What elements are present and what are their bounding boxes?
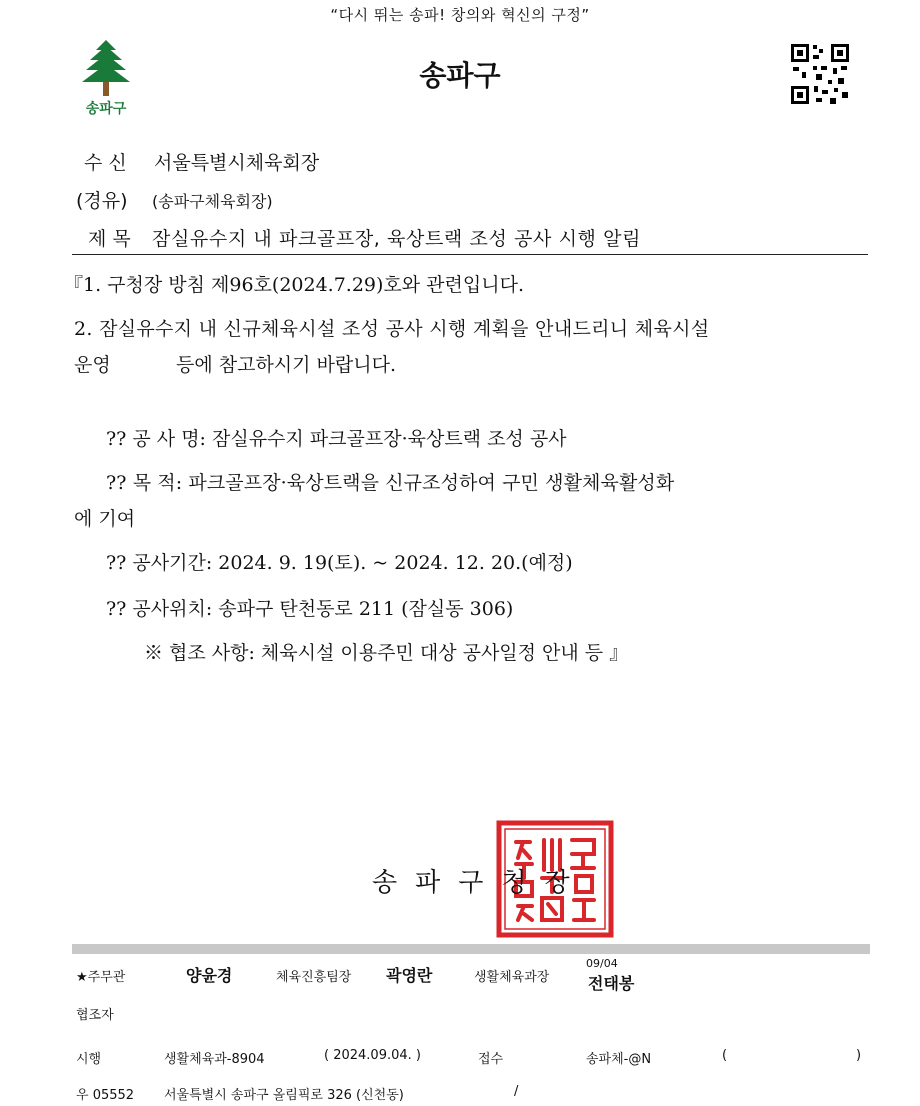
paragraph-2a: 2. 잠실유수지 내 신규체육시설 조성 공사 시행 계획을 안내드리니 체육시설 <box>74 318 710 340</box>
subject-label: 제 목 <box>88 228 131 250</box>
paragraph-1: 『1. 구청장 방침 제96호(2024.7.29)호와 관련입니다. <box>64 274 524 296</box>
item-period: ?? 공사기간: 2024. 9. 19(토). ~ 2024. 12. 20.(예정) <box>106 552 573 574</box>
item-location: ?? 공사위치: 송파구 탄천동로 211 (잠실동 306) <box>106 598 514 620</box>
item-purpose-cont: 에 기여 <box>74 508 136 530</box>
address-slash: / <box>514 1084 519 1099</box>
lead-label: ★주무관 <box>76 970 126 985</box>
qr-code-icon <box>788 40 852 108</box>
dept-name: 전태봉 <box>588 974 635 993</box>
via-label: (경유) <box>76 190 128 212</box>
team-name: 곽영란 <box>386 966 433 985</box>
slogan: “다시 뛰는 송파! 창의와 혁신의 구정” <box>330 6 590 24</box>
receipt-label: 접수 <box>478 1052 504 1067</box>
approval-date: 09/04 <box>586 957 618 970</box>
team-label: 체육진흥팀장 <box>276 970 352 985</box>
execution-number: 생활체육과-8904 <box>164 1052 265 1067</box>
receipt-number: 송파체-@N <box>586 1052 652 1067</box>
lead-name: 양윤경 <box>186 966 233 985</box>
via: (송파구체육회장) <box>152 192 273 211</box>
cooperation-note: ※ 협조 사항: 체육시설 이용주민 대상 공사일정 안내 등 』 <box>144 642 629 664</box>
mayor-title: 송파구청장 <box>372 868 588 898</box>
paragraph-2b-start: 운영 <box>74 354 111 376</box>
org-title: 송파구 <box>419 59 501 92</box>
address: 서울특별시 송파구 올림픽로 326 (신천동) <box>164 1088 404 1103</box>
execution-label: 시행 <box>76 1052 102 1067</box>
item-purpose: ?? 목 적: 파크골프장·육상트랙을 신규조성하여 구민 생활체육활성화 <box>106 472 675 494</box>
item-name: ?? 공 사 명: 잠실유수지 파크골프장·육상트랙 조성 공사 <box>106 428 567 450</box>
cooperator-label: 협조자 <box>76 1008 114 1023</box>
recipient: 서울특별시체육회장 <box>154 152 320 174</box>
execution-date: ( 2024.09.04. ) <box>324 1048 421 1063</box>
header-divider <box>72 254 868 255</box>
logo-text: 송파구 <box>85 101 127 117</box>
dept-label: 생활체육과장 <box>474 970 550 985</box>
recipient-label: 수 신 <box>84 152 127 174</box>
footer-bar <box>72 944 870 954</box>
receipt-paren-close: ) <box>856 1048 862 1063</box>
paragraph-2b-end: 등에 참고하시기 바랍니다. <box>176 354 397 376</box>
subject: 잠실유수지 내 파크골프장, 육상트랙 조성 공사 시행 알림 <box>152 228 642 250</box>
postal-code: 우 05552 <box>76 1088 135 1103</box>
receipt-paren-open: ( <box>722 1048 728 1063</box>
